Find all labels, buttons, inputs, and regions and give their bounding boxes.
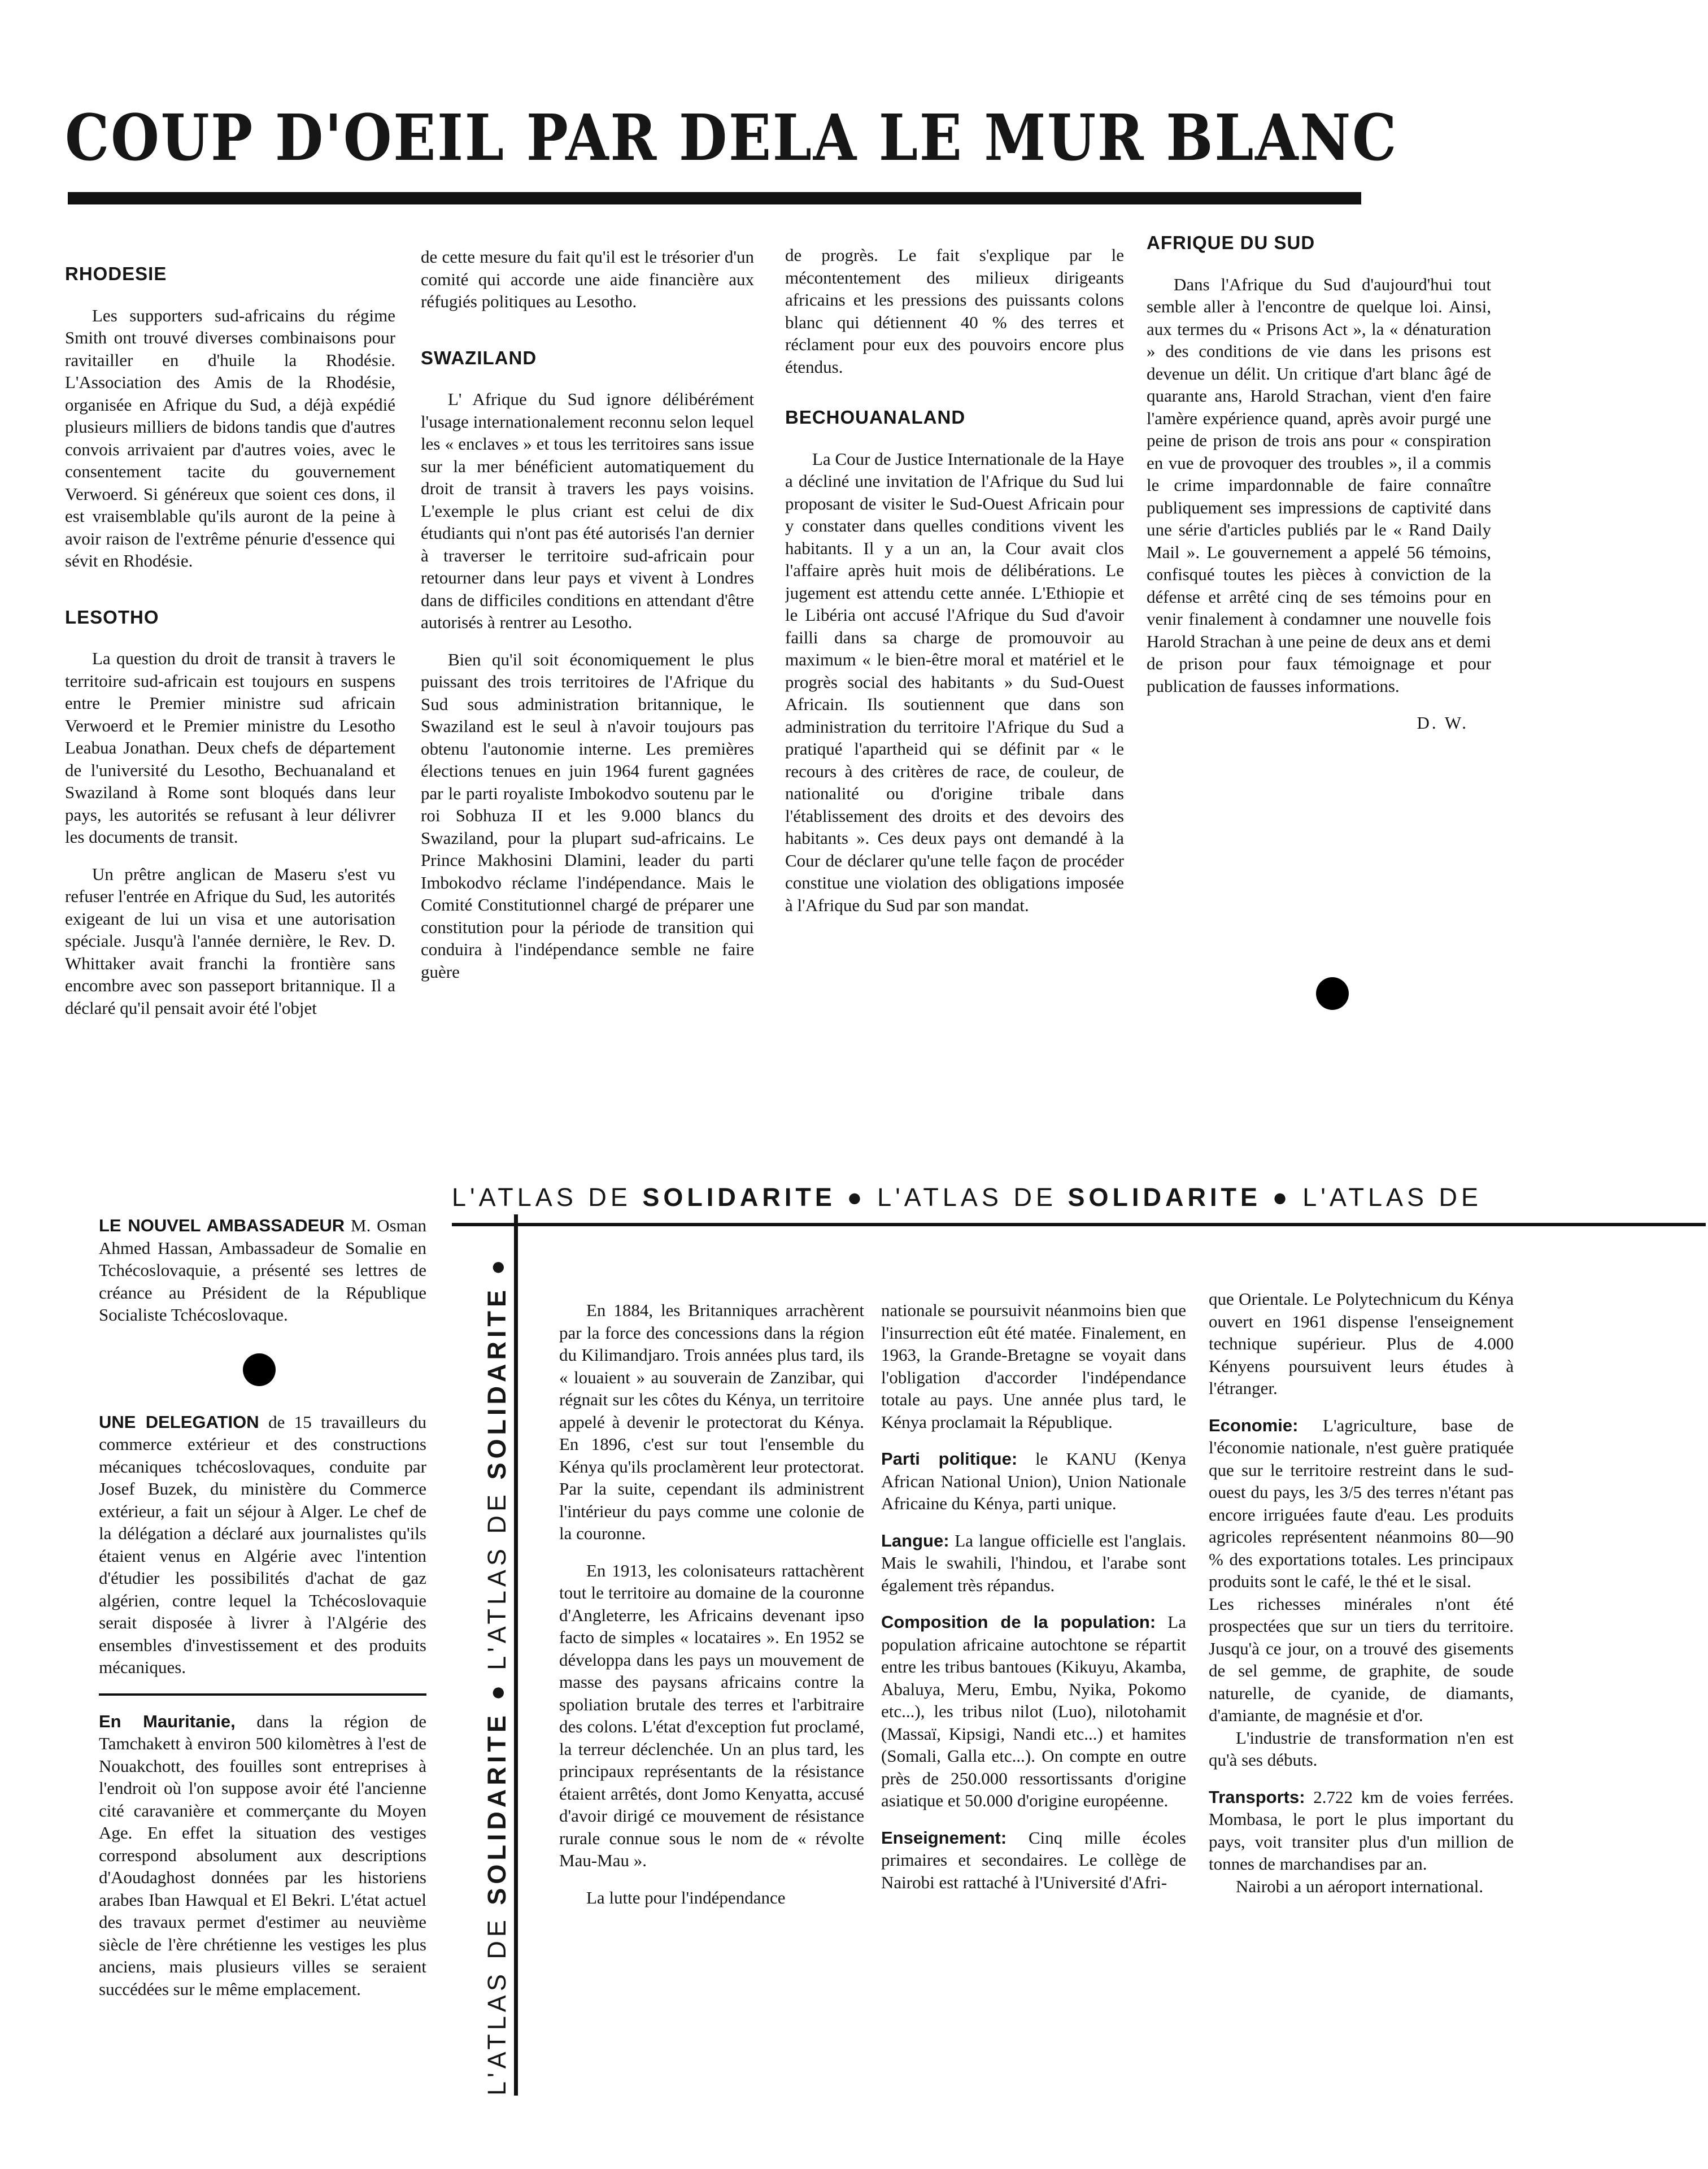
atlas-vertical-bullet: ●	[482, 1681, 511, 1701]
bullet-dot	[1316, 977, 1349, 1010]
atlas-banner-prefix: L'ATLAS DE	[452, 1183, 631, 1212]
atlas-economie-paragraph-3: L'industrie de transformation n'en est qu'à ses débuts.	[1209, 1727, 1514, 1770]
brief-spacer	[99, 1326, 426, 1411]
briefs-column	[99, 1214, 426, 2113]
author-signature: D. W.	[1417, 713, 1469, 733]
page-headline: COUP D'OEIL PAR DELA LE MUR BLANC	[65, 101, 1398, 175]
atlas-label-enseignement: Enseignement:	[881, 1827, 1007, 1848]
atlas-history-paragraph-4: nationale se poursuivit néanmoins bien que l'insurrection eût été matée. Finalement, en 1963, la Grande-Bretagne se voyait dans l'obligation d'accorder l'indépendance totale au pays. Une année plus tard, le Kénya proclamait la République.	[881, 1300, 1186, 1432]
atlas-vertical-bold: SOLIDARITE	[482, 1711, 511, 1905]
atlas-economie-paragraph-2: Les richesses minérales n'ont été prospectées que sur un tiers du territoire. Jusqu'à ce jour, on a trouvé des gisements de sel gemme, de graphite, de soude naturelle, de cyanide, de diamants, d'amiante, de magnésie et d'or.	[1209, 1593, 1514, 1725]
atlas-education-paragraph: que Orientale. Le Polytechnicum du Kénya ouvert en 1961 dispense l'enseignement technique supérieur. Plus de 4.000 Kényens poursuivent leurs études à l'étranger.	[1209, 1289, 1514, 1398]
atlas-history-paragraph-3: La lutte pour l'indépendance	[586, 1887, 786, 1907]
afrique-du-sud-paragraph: Dans l'Afrique du Sud d'aujourd'hui tout semble aller à l'encontre de quelque loi. Ainsi, aux termes du « Prisons Act », la « dénaturation » des conditions de vie dans les prisons est devenue un délit. Un critique d'art blanc âgé de quarante ans, Harold Strachan, vient d'en faire l'amère expérience quand, après avoir purgé une peine de prison de trois ans pour « conspiration en vue de provoquer des troubles », il a commis le crime impardonnable de faire connaître publiquement ses impressions de captivité dans une série d'articles publiés par le « Rand Daily Mail ». Le gouvernement a appelé 56 témoins, confisqué toutes les pièces à conviction de la défense et arrêté cinq de ses témoins pour en venir finalement à condamner une nouvelle fois Harold Strachan à une peine de deux ans et demi de prison pour faux témoignage et pour publication de fausses informations.	[1147, 274, 1491, 696]
atlas-text-composition: La population africaine autochtone se répartit entre les tribus bantoues (Kikuyu, Akamba, Abaluya, Meru, Embu, Nyika, Pokomo etc...), les tribus nilot (Luo), nilotohamit (Massaï, Kipsigi, Nandi etc...) et hamites (Somali, Galla etc...). On compte en outre près de 250.000 ressortissants d'origine asiatique et 50.000 d'origine européenne.	[881, 1612, 1186, 1810]
atlas-banner-bold-2: SOLIDARITE	[1068, 1183, 1261, 1212]
atlas-vertical-bullet-2: ●	[482, 1256, 511, 1275]
bechouanaland-paragraph: La Cour de Justice Internationale de la Haye a décliné une invitation de l'Afrique du Sud lui proposant de visiter le Sud-Ouest Africain pour y constater dans quelles conditions vivent les habitants. Il y a un an, la Cour avait clos l'affaire après huit mois de délibérations. Le jugement est attendu cette année. L'Ethiopie et le Libéria ont accusé l'Afrique du Sud d'avoir failli dans sa charge de promouvoir au maximum « le bien-être moral et matériel et le progrès social des habitants » du Sud-Ouest Africain. Ils soutiennent que dans son administration du territoire l'Afrique du Sud a pratiqué l'apartheid qui se définit par « le recours à des critères de race, de couleur, de nationalité ou d'origine tribale dans l'établissement des droits et des devoirs des habitants ». Ces deux pays ont demandé à la Cour de déclarer qu'une telle façon de procéder constitue une violation des obligations imposée à l'Afrique du Sud par son mandat.	[785, 448, 1124, 915]
brief-label-mauritanie: En Mauritanie,	[99, 1711, 236, 1731]
atlas-banner-bold: SOLIDARITE	[642, 1183, 836, 1212]
lesotho-paragraph-2: Un prêtre anglican de Maseru s'est vu refuser l'entrée en Afrique du Sud, les autorités exigeant de lui un visa et une autorisation spéciale. Jusqu'à l'année dernière, le Rev. D. Whittaker avait franchi la frontière sans encombre avec son passeport britannique. Il a déclaré qu'il pensait avoir été l'objet	[65, 864, 395, 1018]
lesotho-paragraph-3: de cette mesure du fait qu'il est le trésorier d'un comité qui accorde une aide financière aux réfugiés politiques au Lesotho.	[421, 247, 754, 311]
atlas-text-enseignement: Cinq mille écoles primaires et secondaires. Le collège de Nairobi est rattaché à l'Université d'Afri-	[881, 1827, 1186, 1892]
atlas-text-parti: le KANU (Kenya African National Union), Union Nationale Africaine du Kénya, parti unique.	[881, 1449, 1186, 1513]
atlas-banner-prefix-2: L'ATLAS DE	[877, 1183, 1057, 1212]
swaziland-paragraph-3: de progrès. Le fait s'explique par le mécontentement des milieux dirigeants africains et les pressions des puissants colons blanc qui détiennent 40 % des terres et réclament pour eux des pouvoirs encore plus étendus.	[785, 245, 1124, 377]
atlas-label-composition: Composition de la population:	[881, 1612, 1156, 1632]
column-1	[65, 263, 395, 1116]
brief-text-mauritanie: dans la région de Tamchakett à environ 500 kilomètres à l'est de Nouakchott, des fouilles sont entreprises à l'endroit où l'on suppose avoir été l'ancienne cité caravanière et commerçante du Moyen Age. En effet la situation des vestiges correspond absolument aux descriptions d'Aoudaghost données par les historiens arabes Iban Hawqual et El Bekri. L'état actuel des travaux permet d'estimer au neuvième siècle de l'ère chrétienne les vestiges les plus anciens, mais plusieurs villes se seraient succédées sur le même emplacement.	[99, 1711, 426, 1999]
lesotho-paragraph-1: La question du droit de transit à travers le territoire sud-africain est toujours en suspens entre le Premier ministre sud africain Verwoerd et le Premier ministre du Lesotho Leabua Jonathan. Deux chefs de département de l'université du Lesotho, Bechuanaland et Swaziland à Rome sont bloqués dans leur pays, les autorités se refusant à leur délivrer les documents de transit.	[65, 648, 395, 847]
column-2	[421, 246, 754, 1116]
brief-label-delegation: UNE DELEGATION	[99, 1412, 259, 1432]
atlas-vertical-prefix: L'ATLAS DE	[482, 1916, 511, 2096]
brief-text-delegation: de 15 travailleurs du commerce extérieur et des constructions mécaniques tchécoslovaques, conduite par Josef Buzek, du ministère du Commerce extérieur, a fait un séjour à Alger. Le chef de la délégation a déclaré aux journalistes qu'ils étaient venus en Algérie avec l'intention d'étudier les possibilités d'achat de gaz algérien, contre lequel la Tchécoslovaquie serait disposée à livrer à l'Algérie des ensembles d'investissement et des produits mécaniques.	[99, 1412, 426, 1677]
atlas-history-paragraph-2: En 1913, les colonisateurs rattachèrent tout le territoire au domaine de la couronne d'Angleterre, les Africains devenant ipso facto de simples « locataires ». En 1952 se développa dans les pays un mouvement de masse des paysans africains contre la spoliation brutale des terres et l'arbitraire des colons. L'état d'exception fut proclamé, la terreur déclenchée. Un an plus tard, les principaux représentants de la résistance étaient arrêtés, dont Jomo Kenyatta, accusé d'avoir dirigé ce mouvement de résistance rurale connue sous le nom de « révolte Mau-Mau ».	[559, 1560, 864, 1870]
atlas-column-3	[1209, 1288, 1514, 2113]
atlas-banner-bullet: ●	[847, 1183, 866, 1212]
column-3	[785, 244, 1124, 1114]
atlas-vertical-prefix-2: L'ATLAS DE	[482, 1491, 511, 1670]
brief-divider	[99, 1693, 426, 1696]
bullet-dot	[243, 1353, 276, 1386]
atlas-banner-top	[452, 1178, 1706, 1226]
atlas-text-transports: 2.722 km de voies ferrées. Mombasa, le port le plus important du pays, voit transiter plus d'un million de tonnes de marchandises par an.	[1209, 1787, 1514, 1874]
atlas-banner-vertical	[477, 1231, 517, 2096]
brief-label-ambassadeur: LE NOUVEL AMBASSADEUR	[99, 1216, 345, 1235]
atlas-banner-tail: L'ATLAS DE	[1302, 1183, 1483, 1212]
atlas-text-langue: La langue officielle est l'anglais. Mais le swahili, l'hindou, et l'arabe sont également très répandus.	[881, 1530, 1186, 1595]
rhodesie-paragraph: Les supporters sud-africains du régime Smith ont trouvé diverses combinaisons pour ravitailler en d'huile la Rhodésie. L'Association des Amis de la Rhodésie, organisée en Afrique du Sud, a déjà expédié plusieurs milliers de bidons tandis que d'autres convois arrivaient par d'autres voies, avec le consentement tacite du gouvernement Verwoerd. Si généreux que soient ces dons, il est vraisemblable qu'ils auront de la peine à avoir raison de l'extrême pénurie d'essence qui sévit en Rhodésie.	[65, 305, 395, 570]
swaziland-paragraph-2: Bien qu'il soit économiquement le plus puissant des trois territoires de l'Afrique du Sud sous administration britannique, le Swaziland est le seul à n'avoir toujours pas obtenu l'autonomie interne. Les premières élections tenues en juin 1964 furent gagnées par le parti royaliste Imbokodvo soutenu par le roi Sobhuza II et les 9.000 blancs du Swaziland, pour la plupart sud-africains. Le Prince Makhosini Dlamini, leader du parti Imbokodvo réclame l'indépendance. Mais le Comité Constitutionnel chargé de préparer une constitution pour la période de transition qui conduira à l'indépendance semble ne faire guère	[421, 649, 754, 982]
section-title-rhodesie: RHODESIE	[65, 263, 167, 284]
headline-rule	[68, 192, 1361, 204]
atlas-banner-bullet-2: ●	[1272, 1183, 1292, 1212]
section-title-bechouanaland: BECHOUANALAND	[785, 407, 966, 428]
atlas-label-economie: Economie:	[1209, 1415, 1299, 1435]
atlas-label-langue: Langue:	[881, 1530, 949, 1550]
atlas-history-paragraph-1: En 1884, les Britanniques arrachèrent par la force des concessions dans la région du Kilimandjaro. Trois années plus tard, ils « louaient » au souverain de Zanzibar, qui régnait sur les côtes du Kénya, un territoire appelé à devenir le protectorat du Kénya. En 1896, c'est sur tout l'ensemble du Kénya qu'ils proclamèrent leur protectorat. Par la suite, cependant ils administrent l'intérieur du pays comme une colonie de la couronne.	[559, 1300, 864, 1543]
atlas-column-2	[881, 1299, 1186, 2113]
atlas-transports-paragraph-2: Nairobi a un aéroport international.	[1236, 1876, 1484, 1896]
section-title-swaziland: SWAZILAND	[421, 347, 537, 368]
swaziland-paragraph-1: L' Afrique du Sud ignore délibérément l'usage internationalement reconnu selon lequel les « enclaves » et tous les territoires sans issue sur la mer bénéficient automatiquement du droit de transit à travers les pays voisins. L'exemple le plus criant est celui de dix étudiants qui n'ont pas été autorisés l'an dernier à traverser le territoire sud-africain pour retourner dans leur pays et vivent à Londres dans de difficiles conditions en attendant d'être autorisés à rentrer au Lesotho.	[421, 389, 754, 632]
atlas-text-economie: L'agriculture, base de l'économie nationale, n'est guère pratiquée que sur le territoire restreint dans le sud-ouest du pays, les 3/5 des terres n'étant pas encore irriguées faute d'eau. Les produits agricoles représentent néanmoins 80—90 % des exportations totales. Les principaux produits sont le café, le thé et le sisal.	[1209, 1415, 1514, 1591]
atlas-vertical-rule	[514, 1214, 518, 2096]
atlas-label-parti: Parti politique:	[881, 1449, 1018, 1469]
brief-text-ambassadeur: M. Osman Ahmed Hassan, Ambassadeur de Somalie en Tchécoslovaquie, a présenté ses lettres de créance au Président de la République Socialiste Tchécoslovaque.	[99, 1216, 426, 1325]
section-title-lesotho: LESOTHO	[65, 606, 159, 628]
atlas-vertical-bold-2: SOLIDARITE	[482, 1286, 511, 1480]
section-title-afrique-du-sud: AFRIQUE DU SUD	[1147, 232, 1315, 253]
column-4	[1147, 232, 1491, 966]
atlas-label-transports: Transports:	[1209, 1787, 1305, 1807]
atlas-column-1	[559, 1299, 864, 2113]
